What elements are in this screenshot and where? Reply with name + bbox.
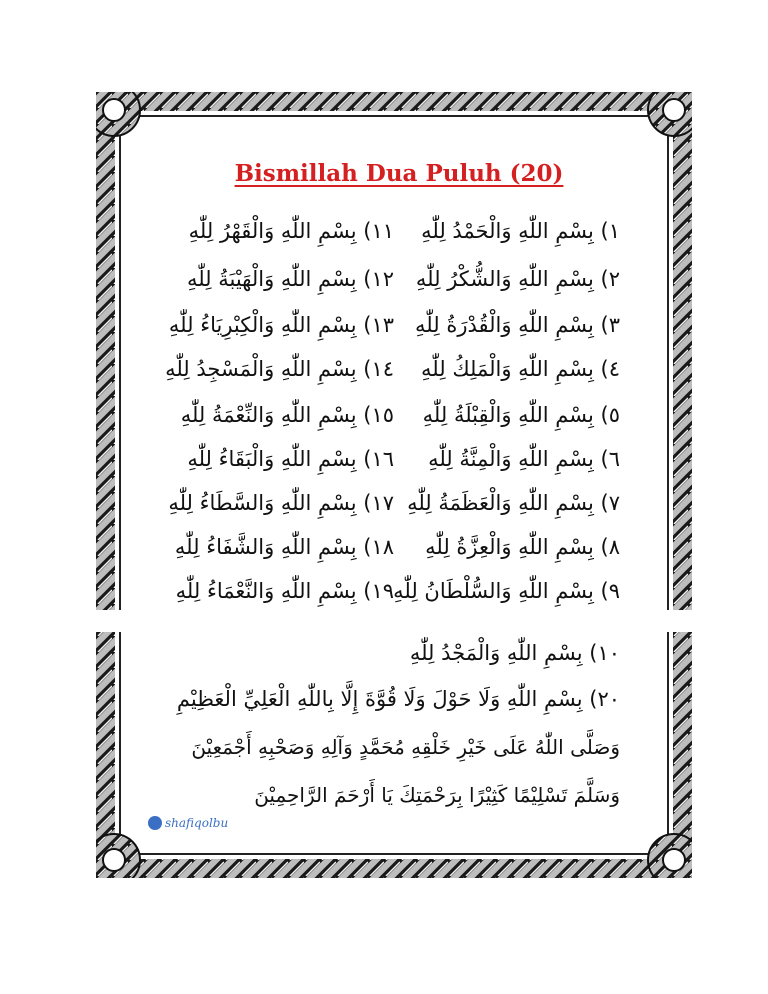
- dua-item-6: ٦) بِسْمِ اللّٰهِ وَالْمِنَّةُ لِلّٰهِ: [428, 447, 620, 471]
- dua-item-11: ١١) بِسْمِ اللّٰهِ وَالْقَهْرُ لِلّٰهِ: [188, 219, 394, 243]
- dua-item-17: ١٧) بِسْمِ اللّٰهِ وَالسَّطَاءُ لِلّٰهِ: [168, 491, 394, 515]
- watermark-text: shafiqolbu: [165, 816, 229, 830]
- dua-item-4: ٤) بِسْمِ اللّٰهِ وَالْمَلِكُ لِلّٰهِ: [421, 357, 620, 381]
- dua-item-8: ٨) بِسْمِ اللّٰهِ وَالْعِزَّةُ لِلّٰهِ: [425, 535, 620, 559]
- page-title: Bismillah Dua Puluh (20): [234, 160, 564, 187]
- closing-line-2: وَسَلَّمَ تَسْلِيْمًا كَثِيْرًا بِرَحْمَتِكَ يَا أَرْحَمَ الرَّاحِمِيْنَ: [254, 783, 620, 807]
- dua-item-2: ٢) بِسْمِ اللّٰهِ وَالشُّكْرُ لِلّٰهِ: [415, 267, 620, 291]
- dua-item-9: ٩) بِسْمِ اللّٰهِ وَالسُّلْطَانُ لِلّٰهِ: [393, 579, 620, 603]
- watermark: [148, 814, 228, 832]
- closing-line-1: وَصَلَّى اللّٰهُ عَلَى خَيْرِ خَلْقِهِ مُحَمَّدٍ وَآلِهِ وَصَحْبِهِ أَجْمَعِيْنَ: [191, 735, 620, 759]
- dua-item-10: ١٠) بِسْمِ اللّٰهِ وَالْمَجْدُ لِلّٰهِ: [409, 641, 620, 665]
- dua-item-7: ٧) بِسْمِ اللّٰهِ وَالْعَظَمَةُ لِلّٰهِ: [407, 491, 620, 515]
- dua-item-5: ٥) بِسْمِ اللّٰهِ وَالْقِبْلَةُ لِلّٰهِ: [422, 403, 620, 427]
- watermark-logo-icon: [148, 816, 162, 830]
- dua-item-19: ١٩) بِسْمِ اللّٰهِ وَالنَّعْمَاءُ لِلّٰهِ: [175, 579, 394, 603]
- dua-item-16: ١٦) بِسْمِ اللّٰهِ وَالْبَقَاءُ لِلّٰهِ: [187, 447, 394, 471]
- dua-item-18: ١٨) بِسْمِ اللّٰهِ وَالشَّفَاءُ لِلّٰهِ: [174, 535, 394, 559]
- dua-item-13: ١٣) بِسْمِ اللّٰهِ وَالْكِبْرِيَاءُ لِلّٰهِ: [168, 313, 394, 337]
- scan-gap: [96, 610, 692, 632]
- dua-item-12: ١٢) بِسْمِ اللّٰهِ وَالْهَيْبَةُ لِلّٰهِ: [186, 267, 394, 291]
- dua-item-15: ١٥) بِسْمِ اللّٰهِ وَالنِّعْمَةُ لِلّٰهِ: [180, 403, 394, 427]
- dua-item-3: ٣) بِسْمِ اللّٰهِ وَالْقُدْرَةُ لِلّٰهِ: [415, 313, 620, 337]
- document-frame: [96, 92, 692, 878]
- dua-item-14: ١٤) بِسْمِ اللّٰهِ وَالْمَسْجِدُ لِلّٰهِ: [165, 357, 394, 381]
- dua-item-1: ١) بِسْمِ اللّٰهِ وَالْحَمْدُ لِلّٰهِ: [421, 219, 620, 243]
- dua-item-20: ٢٠) بِسْمِ اللّٰهِ وَلَا حَوْلَ وَلَا قُوَّةَ إِلَّا بِاللّٰهِ الْعَلِيِّ الْعَظِيْمِ: [176, 687, 620, 711]
